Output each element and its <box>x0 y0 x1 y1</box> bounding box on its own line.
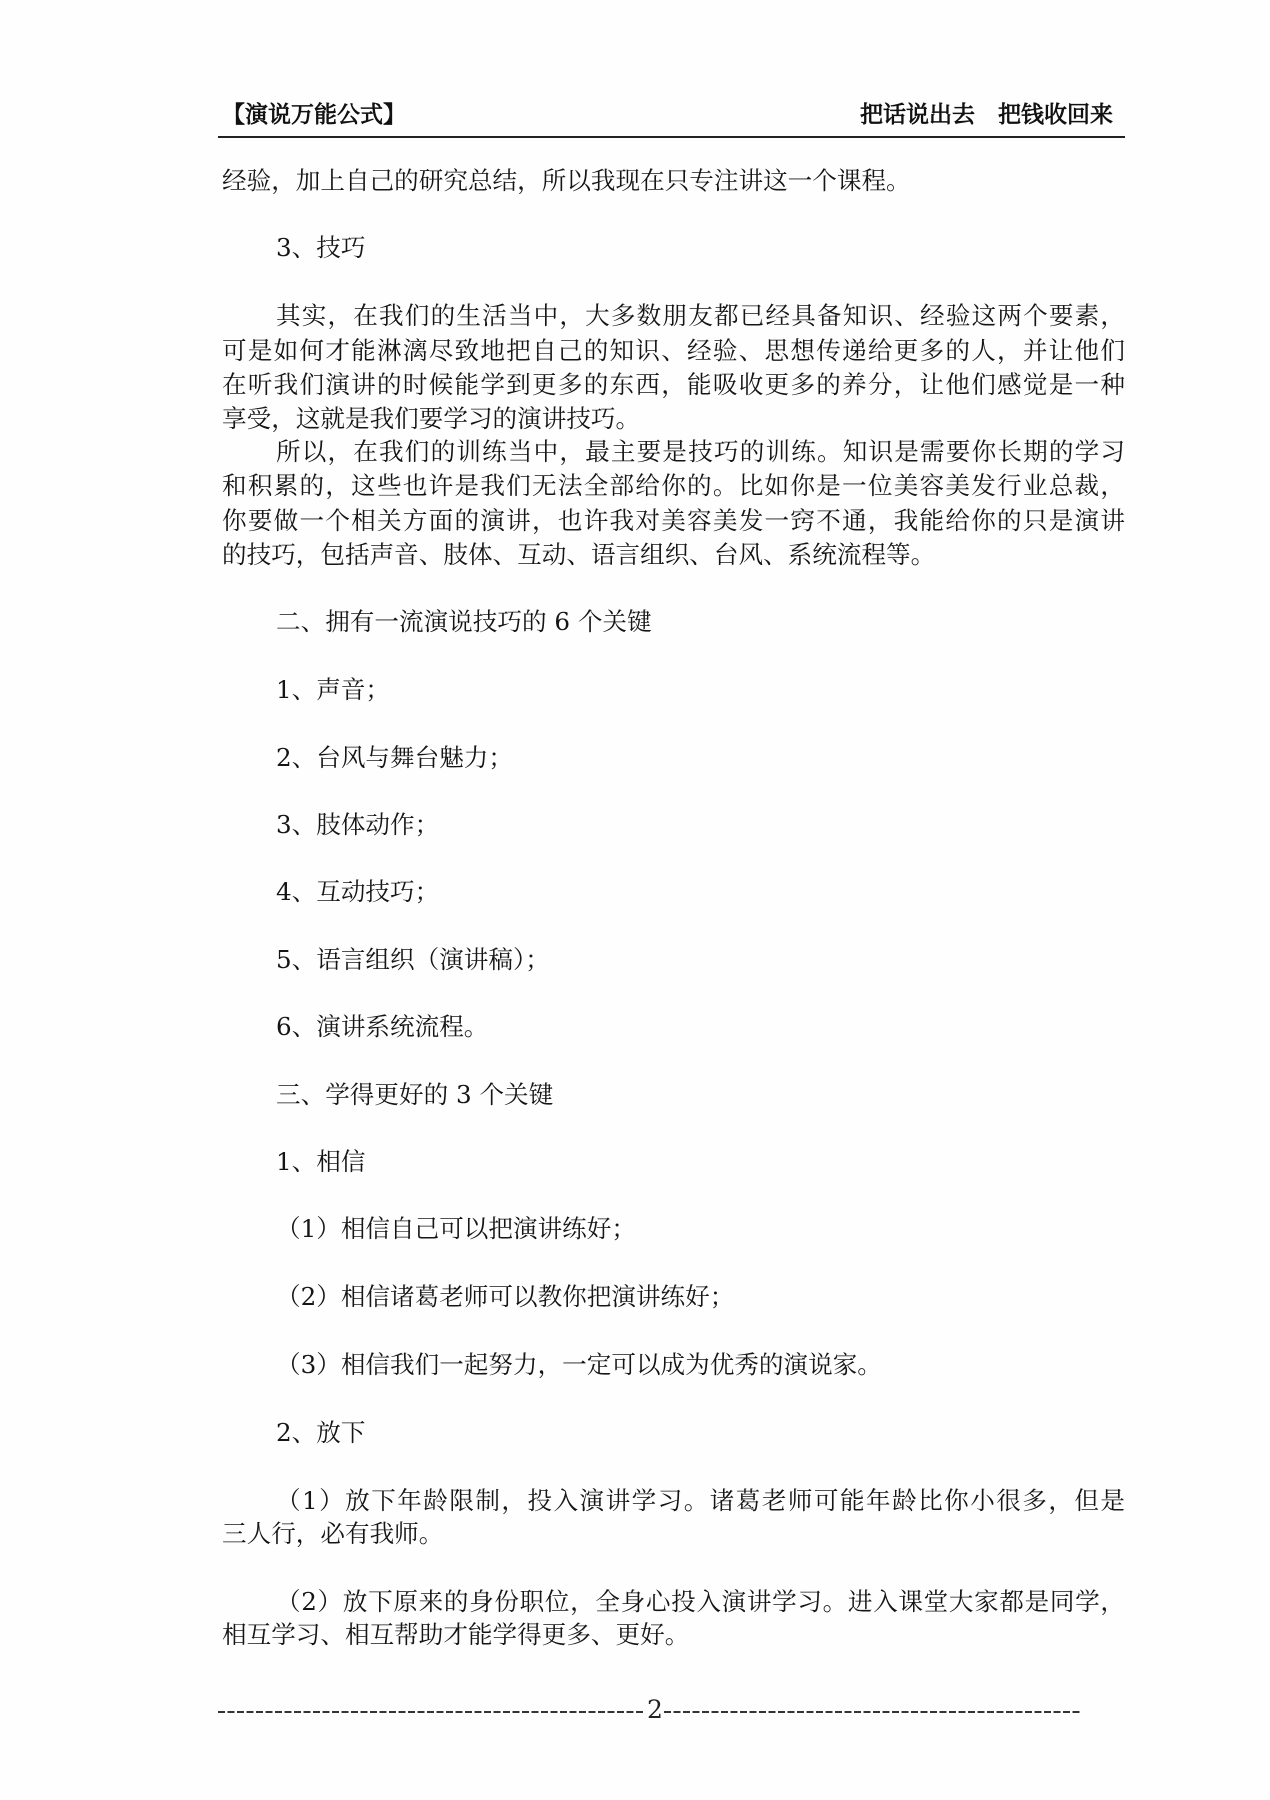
body-text-line: 你要做一个相关方面的演讲，也许我对美容美发一窍不通，我能给你的只是演讲 <box>222 506 1125 535</box>
body-text-line: 所以，在我们的训练当中，最主要是技巧的训练。知识是需要你长期的学习 <box>276 437 1125 466</box>
section-heading: 二、拥有一流演说技巧的 6 个关键 <box>276 607 652 636</box>
body-text-line: 经验，加上自己的研究总结，所以我现在只专注讲这一个课程。 <box>222 166 911 195</box>
page-number: 2 <box>647 1695 663 1724</box>
body-text-line: 可是如何才能淋漓尽致地把自己的知识、经验、思想传递给更多的人，并让他们 <box>222 336 1125 365</box>
list-item: 3、肢体动作； <box>276 810 440 839</box>
list-item: 1、声音； <box>276 675 391 704</box>
body-text-line: 的技巧，包括声音、肢体、互动、语言组织、台风、系统流程等。 <box>222 540 936 569</box>
subsection-heading: 3、技巧 <box>276 233 366 262</box>
body-text-line: 在听我们演讲的时候能学到更多的东西，能吸收更多的养分，让他们感觉是一种 <box>222 370 1125 399</box>
header-slogan: 把话说出去 把钱收回来 <box>860 101 1113 128</box>
list-item: （1）相信自己可以把演讲练好； <box>276 1214 636 1243</box>
body-text-line: 其实，在我们的生活当中，大多数朋友都已经具备知识、经验这两个要素， <box>276 301 1125 330</box>
list-item: 6、演讲系统流程。 <box>276 1012 489 1041</box>
body-text-line: 和积累的，这些也许是我们无法全部给你的。比如你是一位美容美发行业总裁， <box>222 471 1125 500</box>
list-item: 2、台风与舞台魅力； <box>276 743 513 772</box>
list-item-continuation: 三人行，必有我师。 <box>222 1519 444 1548</box>
footer-rule-right <box>664 1711 1081 1713</box>
body-text-line: 享受，这就是我们要学习的演讲技巧。 <box>222 404 641 433</box>
list-item: 4、互动技巧； <box>276 877 440 906</box>
section-heading: 三、学得更好的 3 个关键 <box>276 1080 554 1109</box>
list-item: （3）相信我们一起努力，一定可以成为优秀的演说家。 <box>276 1350 882 1379</box>
list-item: （2）放下原来的身份职位，全身心投入演讲学习。进入课堂大家都是同学， <box>276 1587 1125 1616</box>
list-item: （2）相信诸葛老师可以教你把演讲练好； <box>276 1282 735 1311</box>
list-item: 5、语言组织（演讲稿）； <box>276 945 550 974</box>
footer-rule-left <box>218 1711 644 1713</box>
list-item-continuation: 相互学习、相互帮助才能学得更多、更好。 <box>222 1620 690 1649</box>
header-rule <box>218 136 1125 138</box>
header-title: 【演说万能公式】 <box>222 101 406 128</box>
subsection-heading: 1、相信 <box>276 1147 366 1176</box>
list-item: （1）放下年龄限制，投入演讲学习。诸葛老师可能年龄比你小很多，但是 <box>276 1486 1125 1515</box>
subsection-heading: 2、放下 <box>276 1418 366 1447</box>
